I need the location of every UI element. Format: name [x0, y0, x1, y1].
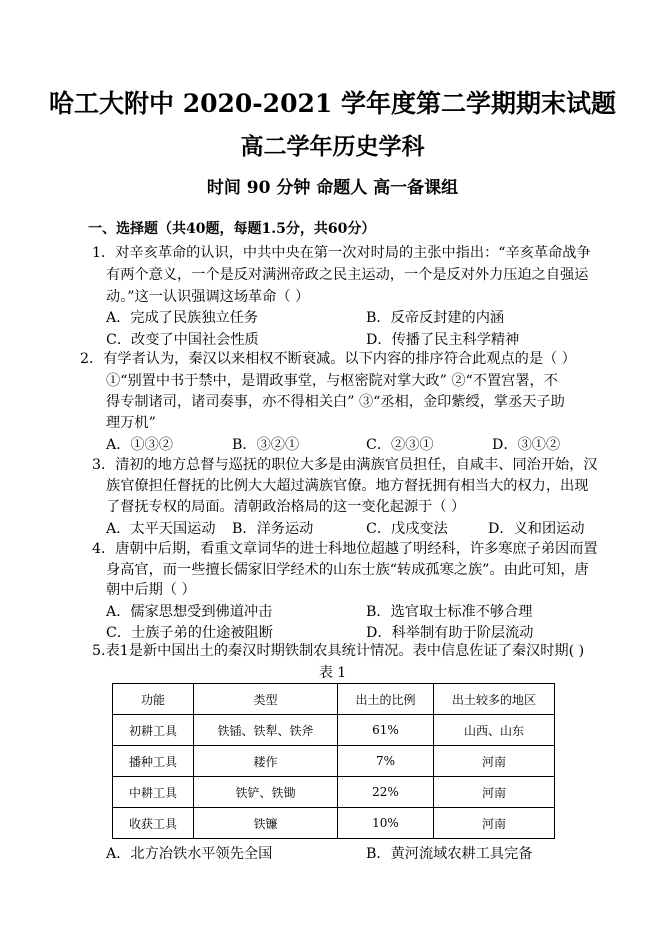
table-cell: 收获工具 [113, 808, 194, 839]
table-cell: 中耕工具 [113, 777, 194, 808]
table-header-cell: 类型 [194, 684, 338, 715]
table-cell: 山西、山东 [434, 715, 555, 746]
q3-option-c: C．戊戌变法 [366, 521, 448, 537]
q3-line-1: 3．清初的地方总督与巡抚的职位大多是由满族官员担任，自咸丰、同治开始，汉 [92, 457, 598, 473]
q5-option-b: B．黄河流域农耕工具完备 [366, 846, 533, 862]
q5-option-a: A．北方冶铁水平领先全国 [106, 846, 273, 862]
q4-line-1: 4．唐朝中后期，看重文章词华的进士科地位超越了明经科，许多寒庶子弟因而置 [92, 541, 598, 557]
table-row [113, 777, 555, 808]
table-header-cell: 出土的比例 [338, 684, 434, 715]
q1-line-1: 1．对辛亥革命的认识，中共中央在第一次对时局的主张中指出：“辛亥革命战争 [92, 245, 591, 261]
q3-option-d: D．义和团运动 [488, 521, 585, 537]
q2-option-c: C．②③① [366, 437, 434, 453]
q2-line-3: 得专制诸司，诸司奏事，亦不得相关白” ③“丞相，金印紫绶，掌丞天子助 [106, 394, 565, 410]
q1-option-c: C．改变了中国社会性质 [106, 332, 259, 348]
q3-line-3: 了督抚专权的局面。清朝政治格局的这一变化起源于（ ） [106, 499, 466, 515]
q3-option-a: A．太平天国运动 [106, 521, 216, 537]
exam-subtitle: 高二学年历史学科 [240, 133, 425, 160]
q4-option-b: B．选官取士标准不够合理 [366, 604, 533, 620]
table-cell: 播种工具 [113, 746, 194, 777]
table-cell: 河南 [434, 777, 555, 808]
q4-line-3: 朝中后期（ ） [106, 582, 196, 598]
section-heading: 一、选择题（共40题，每题1.5分，共60分） [88, 221, 376, 237]
table-cell: 10% [338, 808, 434, 839]
table-cell: 河南 [434, 808, 555, 839]
table-cell: 61% [338, 715, 434, 746]
table-cell: 22% [338, 777, 434, 808]
table-row [113, 808, 555, 839]
q1-option-b: B．反帝反封建的内涵 [366, 310, 505, 326]
q1-option-a: A．完成了民族独立任务 [106, 310, 259, 326]
exam-info: 时间 90 分钟 命题人 高一备课组 [206, 178, 459, 198]
table-cell: 河南 [434, 746, 555, 777]
table-header-cell: 功能 [113, 684, 194, 715]
table-cell: 耧作 [194, 746, 338, 777]
q2-line-1: 2．有学者认为，秦汉以来相权不断衰减。以下内容的排序符合此观点的是（ ） [80, 351, 576, 367]
q3-line-2: 族官僚担任督抚的比例大大超过满族官僚。地方督抚拥有相当大的权力，出现 [106, 478, 589, 494]
q2-option-a: A．①③② [106, 437, 173, 453]
q2-line-2: ①“别置中书于禁中，是谓政事堂，与枢密院对掌大政” ②“不置宫署，不 [106, 373, 558, 389]
table-cell: 铁铲、铁锄 [194, 777, 338, 808]
table-row [113, 746, 555, 777]
q5-line-1: 5.表1是新中国出土的秦汉时期铁制农具统计情况。表中信息佐证了秦汉时期( ) [92, 643, 585, 659]
table-cell: 铁锸、铁犁、铁斧 [194, 715, 338, 746]
q1-line-3: 动。”这一认识强调这场革命（ ） [106, 289, 310, 305]
table-cell: 初耕工具 [113, 715, 194, 746]
table-cell: 铁镰 [194, 808, 338, 839]
table-row [113, 715, 555, 746]
table-header-cell: 出土较多的地区 [434, 684, 555, 715]
q4-option-c: C．士族子弟的仕途被阻断 [106, 625, 273, 641]
q2-line-4: 理万机” [106, 415, 156, 431]
exam-title: 哈工大附中 2020-2021 学年度第二学期期末试题 [49, 89, 616, 118]
q3-option-b: B．洋务运动 [232, 521, 314, 537]
q1-line-2: 有两个意义，一个是反对满洲帝政之民主运动，一个是反对外力压迫之自强运 [106, 267, 589, 283]
q1-option-d: D．传播了民主科学精神 [366, 332, 520, 348]
table-header-row [113, 684, 555, 715]
table-caption: 表 1 [318, 665, 347, 681]
table-cell: 7% [338, 746, 434, 777]
q2-option-d: D．③①② [492, 437, 561, 453]
q4-line-2: 身高官，而一些擅长儒家旧学经术的山东士族“转成孤寒之族”。由此可知，唐 [106, 562, 589, 578]
q4-option-d: D．科举制有助于阶层流动 [366, 625, 534, 641]
q4-option-a: A．儒家思想受到佛道冲击 [106, 604, 273, 620]
farm-tools-table [112, 683, 555, 839]
q2-option-b: B．③②① [232, 437, 300, 453]
